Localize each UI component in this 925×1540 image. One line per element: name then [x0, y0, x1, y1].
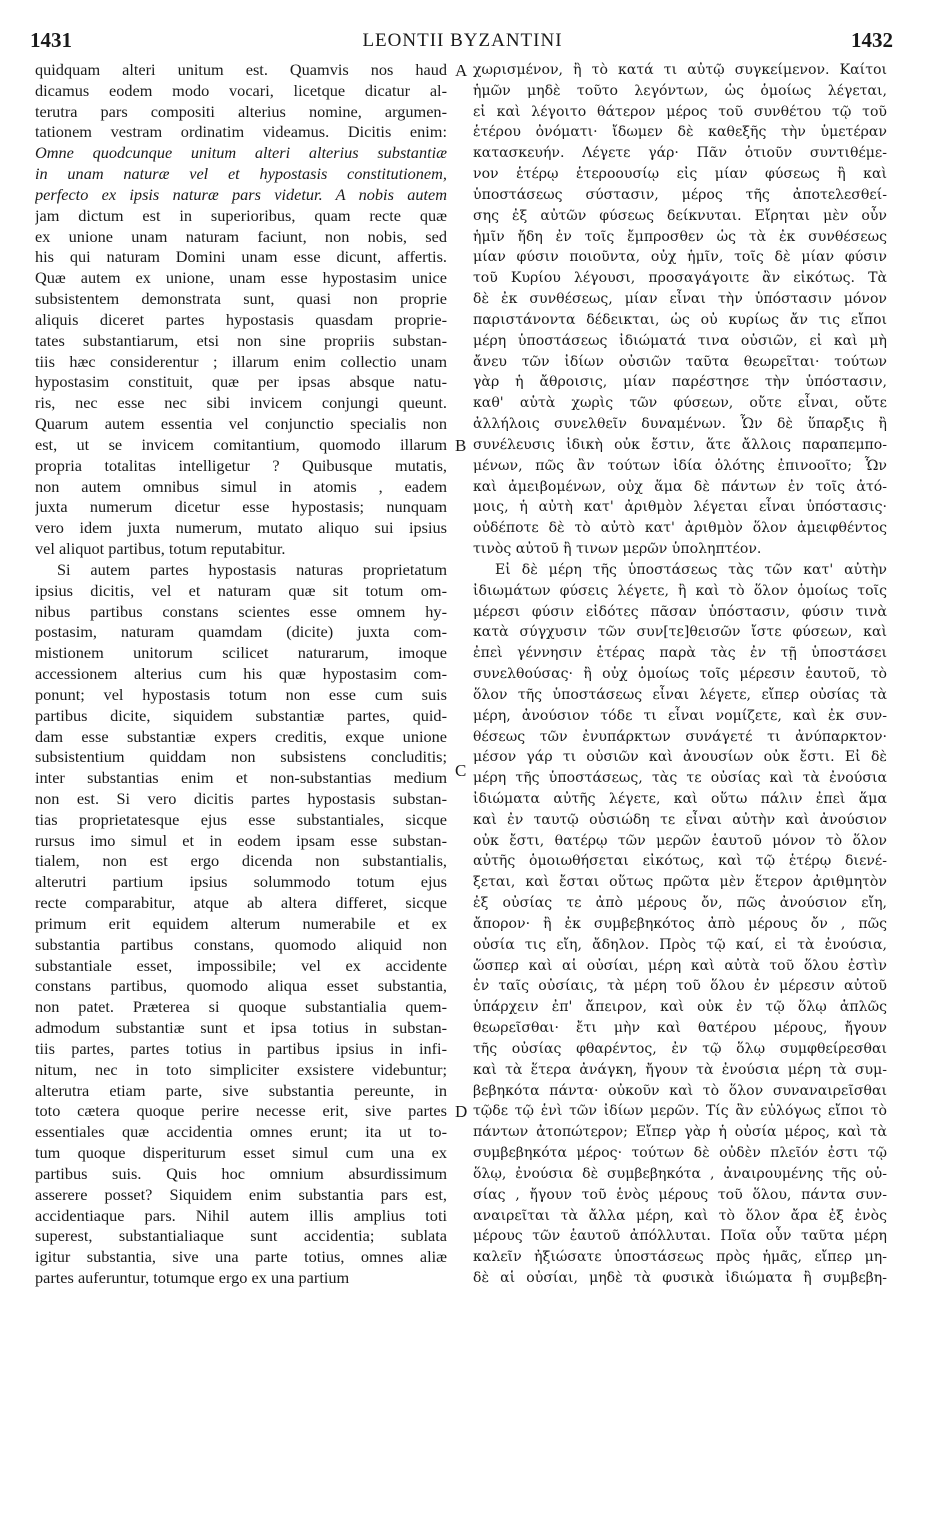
margin-marker-d: D [455, 1102, 468, 1121]
text-line: admodum substantiæ sunt et ipsa totius in substan- [35, 1018, 447, 1038]
text-line: superest, substantialiaque sunt accidentia; sublata [35, 1226, 447, 1246]
text-line: tiis partes, partes totius in partibus ipsius in infi- [35, 1038, 447, 1058]
text-line: non patet. Præterea si quoque substantialia quem- [35, 997, 447, 1017]
text-line: non autem omnibus simul in atomis , eadem [35, 476, 447, 496]
text-line: tates substantiarum, etsi non sine propriis substan- [35, 330, 447, 350]
text-line: εἰ καὶ λέγοιτο θάτερον μέρος τοῦ συνθέτου τῷ τοῦ [473, 103, 887, 120]
text-line: aliquis diceret partes hypostasis quasdam proprie- [35, 309, 447, 329]
text-line: vel aliquot partibus, totum reputabitur. [35, 539, 286, 559]
text-line: τῆς οὐσίας φθαρέντος, ἐν τῷ ὅλῳ συμφθείρεσθαι [473, 1040, 887, 1057]
text-line: αὐτῆς ὁμοιωθήσεται εἰκότως, καὶ τῷ ἑτέρῳ διενέ- [473, 853, 887, 870]
text-line: κατὰ σύγχυσιν τῶν συν[τε]θεισῶν ἴστε φύσεων, καὶ [473, 624, 887, 641]
text-line: θέσεως τῶν ἐνυπάρκτων συνάγετέ τι ἀνύπαρκτον· [473, 728, 887, 745]
text-line: ἰδιωμάτων φύσεις λέγετε, ἢ καὶ τὸ ὅλον ὁμοίως τοῖς [473, 582, 887, 599]
text-line: πάντων ἀτοπώτερον; Εἴπερ γὰρ ἡ οὐσία μέρος, καὶ τὰ [473, 1124, 887, 1141]
text-line: βεβηκότα πάντα· οὐκοῦν καὶ τὸ ὅλον συναναιρεῖσθαι [473, 1082, 887, 1099]
text-line: tias proprietatesque ejus esse substantiales, sicque [35, 809, 447, 829]
text-line: Εἰ δὲ μέρη τῆς ὑποστάσεως τὰς τῶν κατ' αὐτὴν [495, 561, 887, 578]
text-line: primum erit equidem alterum numerabile et ex [35, 913, 447, 933]
text-line: postasim, naturam quamdam (dicite) juxta com- [35, 622, 447, 642]
text-line: καὶ τὰ ἕτερα ἀνάγκη, ἤγουν τὰ ἐνούσια μέρη τὰ συμ- [473, 1061, 887, 1078]
text-line: μοις, ἡ αὐτὴ κατ' ἀριθμὸν λέγεται εἶναι ὑπόστασις· [473, 499, 887, 516]
text-line: substantiale esset, impossibile; vel ex accidente [35, 955, 447, 975]
text-line: perfecto ex ipsis naturæ pars videtur. A nobis autem [35, 184, 447, 204]
text-line: σης ἐξ αὐτῶν φύσεως δείκνυται. Εἴρηται μὲν οὖν [473, 207, 887, 224]
text-line: ξεται, καὶ ἔσται οὕτως πρῶτα μὲν ἕτερον ἀριθμητὸν [473, 874, 887, 891]
text-line: μέρους τῶν ἑαυτοῦ ἀπόλλυται. Ποῖα οὖν ταῦτα μέρη [473, 1228, 887, 1245]
text-line: substantia partibus constans, quomodo aliquid non [35, 934, 447, 954]
text-line: in unam naturæ vel et hypostasis constitutionem, [35, 164, 447, 184]
text-line: τινὸς αὐτοῦ ἢ τινων μερῶν ὑποληπτέον. [473, 541, 762, 558]
text-line: nibus partibus constans scientes esse omnem hy- [35, 601, 447, 621]
text-line: subsistentium quiddam non subsistens concluditis; [35, 747, 447, 767]
text-line: οὐδέποτε δὲ τὸ αὐτὸ κατ' ἀριθμὸν ὅλον ἀμειφθέντος [473, 520, 887, 537]
text-line: ἡμῶν μηδὲ τοῦτο λεγόντων, ὡς ὁμοίως λέγεται, [473, 82, 887, 99]
text-line: δὲ αἱ οὐσίαι, μηδὲ τὰ φυσικὰ ἰδιώματα ἢ συμβεβη- [473, 1270, 887, 1287]
text-line: Si autem partes hypostasis naturas proprietatum [57, 559, 447, 579]
text-line: toto cætera quoque perire necesse erit, sive partes [35, 1101, 447, 1121]
text-line: συνέλευσις ἰδικὴ οὐκ ἔστιν, ἅτε ἄλλοις παραπεμπο- [473, 436, 887, 453]
text-line: nitum, nec in toto simpliciter exsistere videbuntur; [35, 1059, 447, 1079]
text-line: μίαν φύσιν ποιοῦντα, οὐχ ἡμῖν, τοῖς δὲ μίαν φύσιν [473, 249, 887, 266]
text-line: ὥσπερ καὶ αἱ οὐσίαι, μέρη καὶ αὐτὰ τοῦ ὅλου ἐστὶν [473, 957, 887, 974]
text-line: νον ἑτέρῳ ἑτεροουσίῳ εἰς μίαν φύσεως ἢ καὶ [473, 166, 887, 183]
text-line: ἡμῖν ἤδη ἐν τοῖς ἔμπροσθεν ὡς τὰ ἐκ συνθέσεως [473, 228, 887, 245]
text-line: est, ut se invicem comitantium, quomodo illarum [35, 434, 447, 454]
text-line: ponunt; vel hypostasis totum non esse cum suis [35, 684, 447, 704]
text-line: δὲ ἐκ συνθέσεως, μίαν εἶναι τὴν ὑπόστασιν μόνον [473, 291, 887, 308]
text-line: alterutri partium ipsius solummodo totum ejus [35, 872, 447, 892]
text-line: μέσον γάρ τι οὐσιῶν καὶ ἀνουσίων οὐκ ἔστι. Εἰ δὲ [473, 749, 887, 766]
text-line: τῷδε τῷ ἑνὶ τῶν ἰδίων μερῶν. Τίς ἂν εὐλόγως εἴποι τὸ [473, 1103, 887, 1120]
text-line: juxta numerum dicetur esse hypostasis; nunquam [35, 497, 447, 517]
text-line: dicamus eodem modo vocari, licetque dicatur al- [35, 80, 447, 100]
text-line: igitur substantia, sive una parte totius, omnes aliæ [35, 1247, 447, 1267]
text-line: alterutra etiam parte, sive substantia pereunte, in [35, 1080, 447, 1100]
running-header [0, 28, 925, 58]
running-title: LEONTII BYZANTINI [362, 30, 563, 51]
margin-marker-b: B [455, 436, 467, 455]
text-line: asserere posset? Siquidem enim substantia pars est, [35, 1184, 447, 1204]
text-line: partes auferuntur, totumque ergo ex una partium [35, 1268, 350, 1288]
text-line: ἑτέρου ὀνόματι· ἴδωμεν δὲ καθεξῆς τὴν ὑμετέραν [473, 124, 887, 141]
text-line: subsistentem demonstrata sunt, quasi non proprie [35, 289, 447, 309]
text-line: μέρη, ἀνούσιον τόδε τι εἶναι νομίζετε, καὶ ἐκ συν- [473, 707, 887, 724]
text-line: καλεῖν ἠξιώσατε ὑποστάσεως πρὸς ἡμᾶς, εἴπερ μη- [473, 1249, 887, 1266]
text-line: μέρεσι φύσιν εἰδότες πᾶσαν ὑπόστασιν, φύσιν τινὰ [473, 603, 887, 620]
text-line: terutra pars compositi alterius nomine, argumen- [35, 101, 447, 121]
text-line: κατασκευήν. Λέγετε γάρ· Πᾶν ὁτιοῦν συντιθέμε- [473, 145, 887, 162]
page-number-right: 1432 [851, 28, 893, 52]
text-line: Quarum autem essentia vel conjunctio specialis non [35, 414, 447, 434]
margin-marker-a: A [455, 61, 468, 80]
text-line: Omne quodcunque unitum alteri alterius substantiæ [35, 143, 447, 163]
margin-marker-c: C [455, 761, 467, 780]
text-line: καὶ ἀμειβομένων, οὐχ ἅμα δὲ πάντων ἐν τοῖς ἀτό- [473, 478, 887, 495]
text-line: recte comparabitur, atque ab altera differet, sicque [35, 893, 447, 913]
text-line: hypostasim constituit, quæ per ipsas absque natu- [35, 372, 447, 392]
text-line: σίας , ἤγουν τοῦ ἑνὸς μέρους τοῦ ὅλου, πάντα συν- [473, 1186, 887, 1203]
text-line: tum quoque disperiturum esset simul cum una ex [35, 1143, 447, 1163]
text-line: essentiales quæ accidentia omnes erunt; ita ut to- [35, 1122, 447, 1142]
text-line: ἰδιώματα αὐτῆς λέγετε, καὶ οὕτω πάλιν ἐπεὶ ἅμα [473, 790, 887, 807]
text-line: ἄνευ τῶν ἰδίων οὐσιῶν ταῦτα θεωρεῖται· τούτων [473, 353, 887, 370]
text-line: ἐπεὶ γέννησιν ἑτέρας παρὰ τὰς ἐν τῇ ὑποστάσει [473, 645, 887, 662]
text-line: ris, nec esse nec sibi invicem conjungi queunt. [35, 393, 447, 413]
text-line: rursus imo simul et in eodem ipsam esse substan- [35, 830, 447, 850]
text-line: συμβεβηκότα μέρος· τούτων δὲ οὐδὲν πλεῖόν ἐστι τῷ [473, 1145, 887, 1162]
text-line: dam esse substantiæ expers creditis, exque unione [35, 726, 447, 746]
text-line: ἄπορον· ἢ ἐκ συμβεβηκότος ἀπὸ μέρους ὄν , πῶς [473, 915, 887, 932]
text-line: ἐν ταῖς οὐσίαις, τὰ μέρη τοῦ ὅλου ἐν μέρεσιν αὐτοῦ [473, 978, 887, 995]
text-line: ὅλον τῆς ὑποστάσεως εἶναι λέγετε, εἴπερ οὐσίας τὰ [473, 686, 887, 703]
text-line: his qui naturam Domini unam esse dicunt, affertis. [35, 247, 447, 267]
text-line: ὑποστάσεως σύστασιν, μέρος τῆς ἀποτελεσθεί- [473, 186, 887, 203]
text-line: καθ' αὑτὰ χωρὶς τῶν φύσεων, οὔτε εἶναι, οὔτε [473, 395, 887, 412]
text-line: χωρισμένον, ἢ τὸ κατά τι αὐτῷ συγκείμενον. Καίτοι [473, 62, 887, 78]
latin-column [35, 60, 447, 1289]
text-line: tationem vestram ordinatim videamus. Dicitis enim: [35, 122, 447, 142]
text-line: ὑπάρχειν ἐπ' ἄπειρον, καὶ οὐκ ἐν τῷ ὅλῳ ἁπλῶς [473, 999, 887, 1016]
text-line: accidentiaque pars. Nihil autem illis amplius toti [35, 1205, 447, 1225]
text-line: mistionem unitorum scilicet naturarum, imoque [35, 643, 447, 663]
text-line: constans partibus, quomodo aliqua esset substantia, [35, 976, 447, 996]
text-line: καὶ ἐν ταυτῷ οὐσιώδη τε εἶναι αὐτὴν καὶ ἀνούσιον [473, 811, 887, 828]
greek-column [473, 60, 887, 1289]
text-line: συνελθούσας· ἢ οὐχ ὁμοίως τοῖς μέρεσιν ἑαυτοῦ, τὸ [473, 666, 887, 683]
text-line: τοῦ Κυρίου λέγουσι, προσαγάγοιτε ἂν εἰκότως. Τὰ [473, 270, 887, 287]
text-line: tialem, non est ergo dicenda non substantialis, [35, 851, 447, 871]
text-line: tiis hæc considerentur ; illarum enim collectio unam [35, 351, 447, 371]
text-line: inter substantias enim et non-substantias medium [35, 768, 447, 788]
text-line: quidquam alteri unitum est. Quamvis nos haud [35, 60, 447, 79]
text-line: ex unione unam naturam faciunt, non nobis, sed [35, 226, 447, 246]
text-line: γὰρ ἡ ἄθροισις, μίαν παρέστησε τὴν ὑπόστασιν, [473, 374, 887, 391]
text-line: ἀλλήλοις συνελθεῖν δυναμένων. Ὧν δὲ ὕπαρξις ἢ [473, 416, 887, 433]
text-line: ipsius dicitis, vel et naturam quæ sit totum om- [35, 580, 447, 600]
text-line: θεωρεῖσθαι· ἔτι μὴν καὶ θατέρου μέρους, ἤγουν [473, 1020, 887, 1037]
text-line: παριστάνοντα δέδεικται, ὡς οὐ κυρίως ἄν τις εἴποι [473, 311, 887, 328]
text-line: partibus dicite, siquidem substantiæ partes, quid- [35, 705, 447, 725]
page-number-left: 1431 [30, 28, 72, 52]
text-line: οὐσία τις εἴη, ἄδηλον. Πρὸς τῷ καί, εἰ τὰ ἐνούσια, [473, 936, 887, 953]
text-line: partibus suis. Quis hoc omnium absurdissimum [35, 1163, 447, 1183]
text-line: οὐκ ἔστι, θατέρῳ τῶν μερῶν ἑαυτοῦ μόνον τὸ ὅλον [473, 832, 887, 849]
text-line: vero idem juxta numerum, mutato aliquo sui ipsius [35, 518, 447, 538]
text-line: αναιρεῖται τὰ ἄλλα μέρη, καὶ τὸ ὅλον ἄρα ἐξ ἑνὸς [473, 1207, 887, 1224]
text-line: jam dictum est in superioribus, quam recte quæ [35, 205, 447, 225]
text-line: ὅλῳ, ἐνούσια δὲ συμβεβηκότα , ἀναιρουμένης τῆς οὐ- [473, 1165, 887, 1182]
text-line: ἐξ οὐσίας τε ἀπὸ μέρους ὄν, πῶς ἀνούσιον εἴη, [473, 895, 887, 912]
text-line: propria totalitas intelligetur ? Quibusque mutatis, [35, 455, 447, 475]
text-line: μέρη ὑποστάσεως ἰδιώματά τινα οὐσιῶν, εἰ καὶ μὴ [473, 332, 887, 349]
text-line: non est. Si vero dicitis partes hypostasis substan- [35, 788, 447, 808]
text-line: accessionem alterius cum his quæ hypostasim com- [35, 664, 447, 684]
text-line: μέρη τῆς ὑποστάσεως, τὰς τε οὐσίας καὶ τὰ ἐνούσια [473, 770, 887, 787]
text-line: Quæ autem ex unione, unam esse hypostasim unice [35, 268, 447, 288]
text-line: μένων, πῶς ἂν τούτων ἰδία ὁλότης ἐπινοοῖτο; Ὧν [473, 457, 887, 474]
